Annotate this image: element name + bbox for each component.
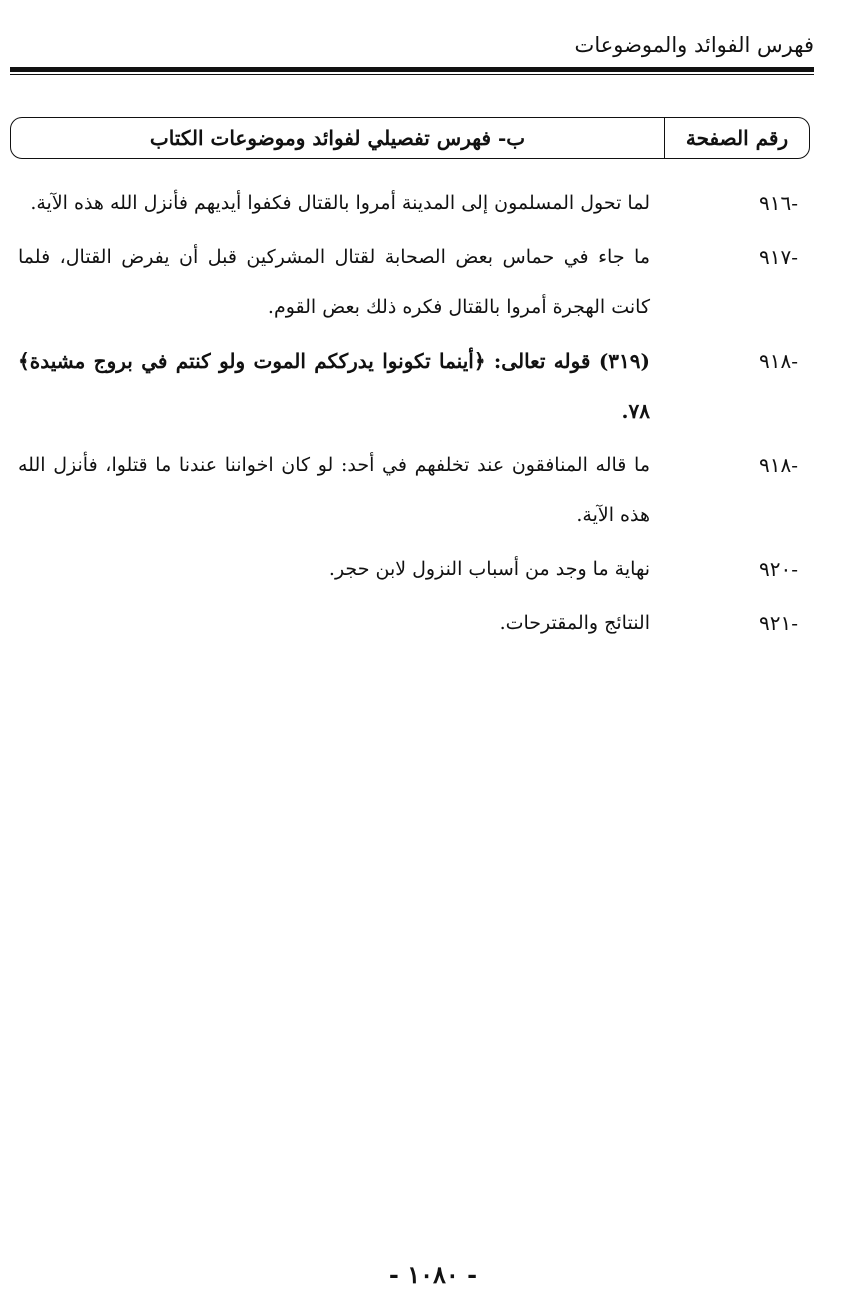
entry-page-number: -٩٢١ [759, 611, 798, 635]
index-table-header [10, 117, 810, 159]
entry-page-number: -٩١٨ [759, 453, 798, 477]
entry-text: النتائج والمقترحات. [499, 612, 650, 634]
entry-text: ما قاله المنافقون عند تخلفهم في أحد: لو كان اخواننا عندنا ما قتلوا، فأنزل الله هذه الآية. [18, 454, 650, 526]
entry-text-quran-verse: (٣١٩) قوله تعالى: ﴿أينما تكونوا يدرككم الموت ولو كنتم في بروج مشيدة﴾ ٧٨. [18, 349, 650, 423]
entry-page-number: -٩١٨ [759, 349, 798, 373]
page-number-column-header: رقم الصفحة [664, 118, 809, 158]
index-entry [18, 336, 810, 436]
index-entry [18, 178, 810, 228]
page-number: - ١٠٨٠ - [388, 1260, 478, 1289]
running-head: فهرس الفوائد والموضوعات [574, 33, 814, 57]
index-entry [18, 440, 810, 540]
index-entries [18, 178, 810, 652]
entry-text: نهاية ما وجد من أسباب النزول لابن حجر. [328, 558, 650, 580]
index-entry [18, 598, 810, 648]
header-rule-thick [10, 67, 814, 72]
topic-column-header: ب- فهرس تفصيلي لفوائد وموضوعات الكتاب [149, 126, 526, 150]
index-entry [18, 232, 810, 332]
entry-text: ما جاء في حماس بعض الصحابة لقتال المشركين قبل أن يفرض القتال، فلما كانت الهجرة أمروا بالقتال فكره ذلك بعض القوم. [18, 246, 650, 318]
entry-text: لما تحول المسلمون إلى المدينة أمروا بالقتال فكفوا أيديهم فأنزل الله هذه الآية. [30, 192, 650, 214]
entry-page-number: -٩١٦ [759, 191, 798, 215]
header-rule-thin [10, 74, 814, 75]
entry-page-number: -٩١٧ [759, 245, 798, 269]
entry-page-number: -٩٢٠ [759, 557, 798, 581]
index-entry [18, 544, 810, 594]
